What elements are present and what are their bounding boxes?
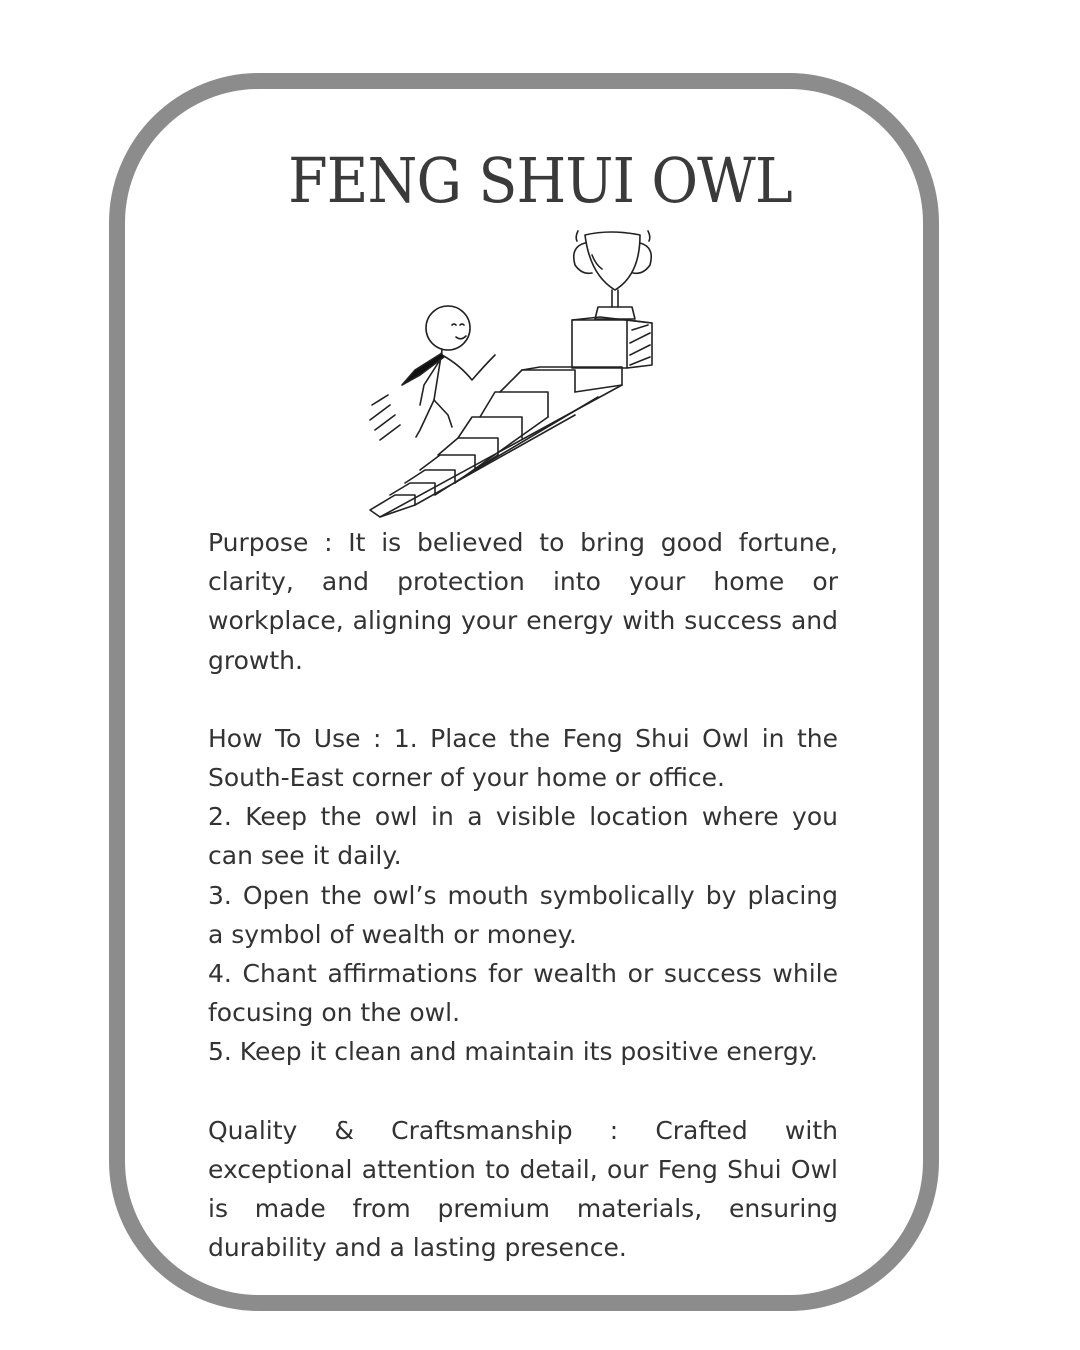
businessman-climbing-stairs-to-trophy-icon bbox=[360, 225, 670, 520]
description-body bbox=[208, 523, 838, 1267]
stairs-drawing bbox=[370, 367, 622, 517]
step-5: 5. Keep it clean and maintain its positive energy. bbox=[208, 1037, 818, 1067]
businessman-drawing bbox=[370, 306, 495, 440]
trophy-drawing bbox=[574, 231, 652, 319]
how-to-use-label: How To Use : bbox=[208, 723, 382, 753]
how-to-use-paragraph bbox=[208, 719, 838, 797]
step-4: 4. Chant affirmations for wealth or success while focusing on the owl. bbox=[208, 959, 838, 1028]
quality-text: Crafted with exceptional attention to detail, our Feng Shui Owl is made from premium materials, ensuring durability and a lasting presence. bbox=[208, 1115, 838, 1263]
quality-paragraph bbox=[208, 1111, 838, 1268]
purpose-paragraph bbox=[208, 523, 838, 680]
step-1: 1. Place the Feng Shui Owl in the South-East corner of your home or office. bbox=[208, 723, 838, 793]
pedestal-drawing bbox=[572, 317, 652, 368]
quality-label: Quality & Craftsmanship : bbox=[208, 1115, 619, 1145]
purpose-label: Purpose : bbox=[208, 528, 333, 557]
purpose-text: It is believed to bring good fortune, clarity, and protection into your home or workplace, aligning your energy with success and growth. bbox=[208, 528, 838, 675]
step-3: 3. Open the owl’s mouth symbolically by placing a symbol of wealth or money. bbox=[208, 880, 838, 949]
step-2: 2. Keep the owl in a visible location where you can see it daily. bbox=[208, 802, 838, 871]
page-title: FENG SHUI OWL bbox=[288, 144, 792, 217]
